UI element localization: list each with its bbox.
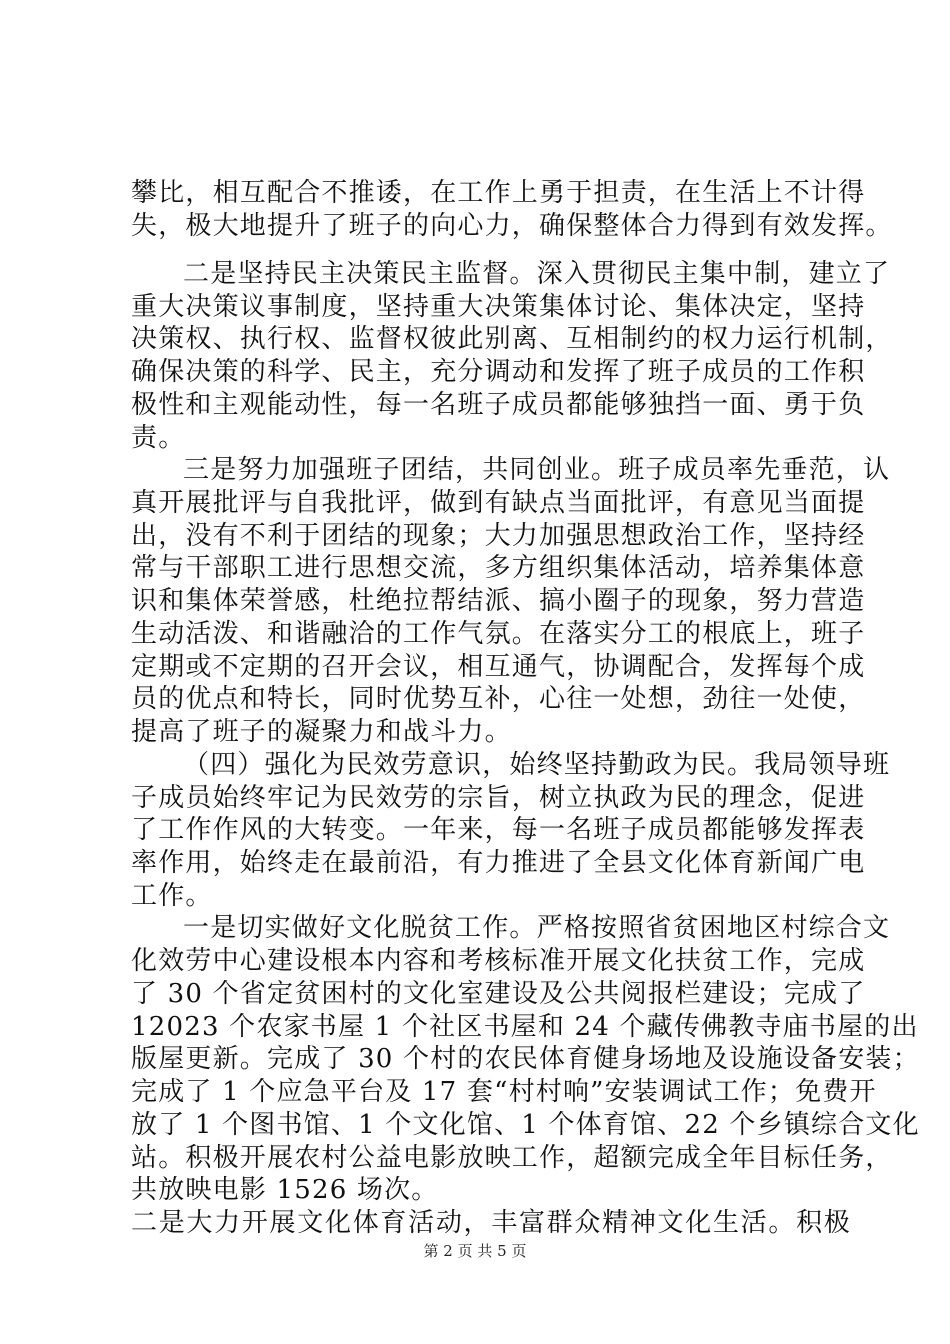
- text-line: 失，极大地提升了班子的向心力，确保整体合力得到有效发挥。: [131, 211, 893, 241]
- text-line: 识和集体荣誉感，杜绝拉帮结派、搞小圈子的现象，努力营造: [131, 586, 866, 616]
- text-line: 站。积极开展农村公益电影放映工作，超额完成全年目标任务，: [131, 1143, 893, 1173]
- text-line: 一是切实做好文化脱贫工作。严格按照省贫困地区村综合文: [183, 913, 891, 943]
- text-line: 二是大力开展文化体育活动，丰富群众精神文化生活。积极: [131, 1208, 851, 1238]
- text-line: 定期或不定期的召开会议，相互通气，协调配合，发挥每个成: [131, 652, 866, 682]
- text-line: 出，没有不利于团结的现象；大力加强思想政治工作，坚持经: [131, 521, 866, 551]
- text-line: （四）强化为民效劳意识，始终坚持勤政为民。我局领导班: [183, 750, 891, 780]
- text-line: 12023 个农家书屋 1 个社区书屋和 24 个藏传佛教寺庙书屋的出: [131, 1012, 919, 1042]
- text-line: 了 30 个省定贫困村的文化室建设及公共阅报栏建设；完成了: [131, 979, 866, 1009]
- text-line: 放了 1 个图书馆、1 个文化馆、1 个体育馆、22 个乡镇综合文化: [131, 1110, 920, 1140]
- text-line: 提高了班子的凝聚力和战斗力。: [131, 717, 512, 747]
- text-line: 完成了 1 个应急平台及 17 套“村村响”安装调试工作；免费开: [131, 1077, 877, 1107]
- text-line: 率作用，始终走在最前沿，有力推进了全县文化体育新闻广电: [131, 848, 866, 878]
- text-line: 版屋更新。完成了 30 个村的农民体育健身场地及设施设备安装；: [131, 1044, 920, 1074]
- text-line: 常与干部职工进行思想交流，多方组织集体活动，培养集体意: [131, 553, 866, 583]
- text-line: 化效劳中心建设根本内容和考核标准开展文化扶贫工作，完成: [131, 946, 866, 976]
- text-line: 三是努力加强班子团结，共同创业。班子成员率先垂范，认: [183, 455, 891, 485]
- text-line: 了工作作风的大转变。一年来，每一名班子成员都能够发挥表: [131, 815, 866, 845]
- text-line: 二是坚持民主决策民主监督。深入贯彻民主集中制，建立了: [183, 259, 891, 289]
- text-line: 共放映电影 1526 场次。: [131, 1175, 439, 1205]
- text-line: 攀比，相互配合不推诿，在工作上勇于担责，在生活上不计得: [131, 178, 866, 208]
- text-line: 确保决策的科学、民主，充分调动和发挥了班子成员的工作积: [131, 357, 866, 387]
- text-line: 真开展批评与自我批评，做到有缺点当面批评，有意见当面提: [131, 488, 866, 518]
- text-line: 子成员始终牢记为民效劳的宗旨，树立执政为民的理念，促进: [131, 783, 866, 813]
- page-number: 第 2 页 共 5 页: [423, 1242, 527, 1260]
- text-line: 决策权、执行权、监督权彼此别离、互相制约的权力运行机制，: [131, 324, 893, 354]
- text-line: 重大决策议事制度，坚持重大决策集体讨论、集体决定，坚持: [131, 292, 866, 322]
- text-line: 生动活泼、和谐融洽的工作气氛。在落实分工的根底上，班子: [131, 619, 866, 649]
- text-line: 责。: [131, 423, 186, 453]
- text-line: 员的优点和特长，同时优势互补，心往一处想，劲往一处使，: [131, 684, 866, 714]
- text-line: 工作。: [131, 881, 213, 911]
- text-line: 极性和主观能动性，每一名班子成员都能够独挡一面、勇于负: [131, 390, 866, 420]
